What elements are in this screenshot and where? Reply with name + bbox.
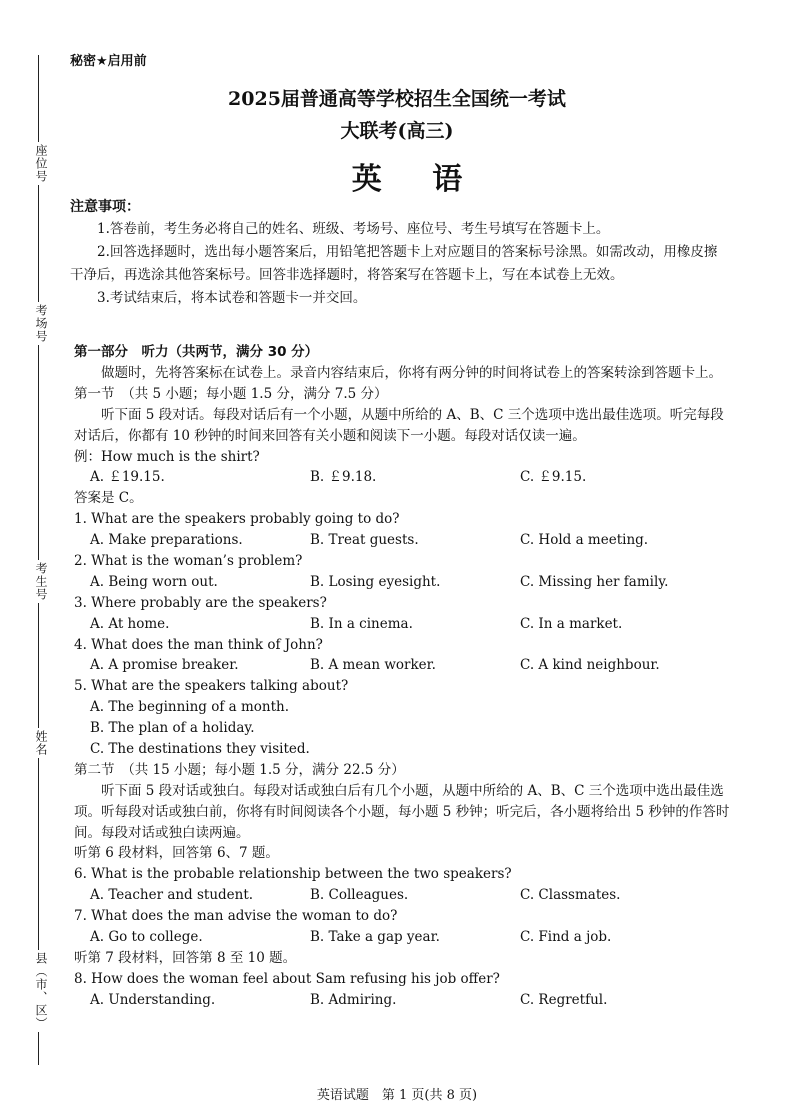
question-8: 8. How does the woman feel about Sam refusing his job offer? [74, 970, 500, 987]
subject-title: 英 语 [351, 162, 483, 197]
name-label: 姓名 [26, 728, 50, 758]
question-6: 6. What is the probable relationship between the two speakers? [74, 866, 512, 883]
example-answer: 答案是 C。 [74, 490, 143, 507]
option-c: C. The destinations they visited. [90, 740, 310, 757]
page-footer: 英语试题 第 1 页(共 8 页) [316, 1088, 478, 1103]
question-1: 1. What are the speakers probably going to do? [74, 511, 400, 528]
option-b: B. The plan of a holiday. [90, 720, 255, 737]
question-3-options [74, 614, 734, 635]
section2-heading: 第二节 （共 15 小题；每小题 1.5 分，满分 22.5 分） [74, 761, 405, 778]
option-c: C. Missing her family. [520, 573, 669, 590]
option-c: C. Find a job. [520, 929, 612, 946]
option-a: A. At home. [90, 615, 170, 632]
confidential-mark: 秘密★启用前 [70, 54, 147, 69]
candidate-number-label: 考生号 [26, 560, 50, 603]
option-c: C. ￡9.15. [520, 469, 587, 486]
section2-intro: 听下面 5 段对话或独白。每段对话或独白后有几个小题，从题中所给的 A、B、C 三个选项中选出最佳选项。听每段对话或独白前，你将有时间阅读各个小题，每小题 5 秒钟；听完后，各小题将给出 5 秒钟的作答时间。每段对话或独白读两遍。 [74, 782, 730, 841]
option-b: B. Take a gap year. [310, 929, 440, 946]
option-b: B. In a cinema. [310, 615, 413, 632]
notice-item: 3.考试结束后，将本试卷和答题卡一并交回。 [97, 290, 367, 306]
option-b: B. A mean worker. [310, 657, 436, 674]
option-c: C. In a market. [520, 615, 623, 632]
question-4-options [74, 655, 734, 676]
section1-heading: 第一节 （共 5 小题；每小题 1.5 分，满分 7.5 分） [74, 385, 388, 402]
notice-heading: 注意事项： [70, 199, 140, 215]
listening-part [74, 342, 734, 1011]
option-a: A. Understanding. [90, 991, 216, 1008]
exam-subtitle: 大联考(高三) [340, 120, 454, 142]
notice-list [70, 218, 730, 310]
seat-number-label: 座位号 [26, 142, 50, 185]
example-question: 例：How much is the shirt? [74, 448, 260, 465]
question-7-options [74, 927, 734, 948]
option-a: A. Go to college. [90, 929, 203, 946]
question-5: 5. What are the speakers talking about? [74, 678, 349, 695]
section1-intro: 听下面 5 段对话。每段对话后有一个小题，从题中所给的 A、B、C 三个选项中选出最佳选项。听完每段对话后，你都有 10 秒钟的时间来回答有关小题和阅读下一小题。每段对话仅读一遍。 [74, 406, 724, 444]
notice-item: 2.回答选择题时，选出每小题答案后，用铅笔把答题卡上对应题目的答案标号涂黑。如需改动，用橡皮擦干净后，再选涂其他答案标号。回答非选择题时，将答案写在答题卡上，写在本试卷上无效。 [70, 244, 718, 283]
option-a: A. Being worn out. [90, 573, 218, 590]
option-b: B. Admiring. [310, 991, 397, 1008]
question-2: 2. What is the woman’s problem? [74, 552, 303, 569]
option-a: A. ￡19.15. [90, 469, 165, 486]
question-2-options [74, 572, 734, 593]
part-intro: 做题时，先将答案标在试卷上。录音内容结束后，你将有两分钟的时间将试卷上的答案转涂到答题卡上。 [101, 364, 722, 381]
question-4: 4. What does the man think of John? [74, 636, 323, 653]
option-a: A. Make preparations. [90, 532, 243, 549]
option-b: B. ￡9.18. [310, 469, 377, 486]
option-a: A. A promise breaker. [90, 657, 239, 674]
question-7: 7. What does the man advise the woman to do? [74, 908, 398, 925]
question-3: 3. Where probably are the speakers? [74, 594, 327, 611]
material-6-label: 听第 6 段材料，回答第 6、7 题。 [74, 845, 279, 862]
part-heading: 第一部分 听力（共两节，满分 30 分） [74, 344, 319, 360]
question-8-options [74, 990, 734, 1011]
county-label: 县（市、区） [26, 950, 50, 1032]
option-c: C. Regretful. [520, 991, 608, 1008]
example-options [74, 467, 734, 488]
option-c: C. Classmates. [520, 887, 621, 904]
material-7-label: 听第 7 段材料，回答第 8 至 10 题。 [74, 949, 297, 966]
option-c: C. Hold a meeting. [520, 532, 649, 549]
option-b: B. Colleagues. [310, 887, 409, 904]
question-6-options [74, 885, 734, 906]
exam-room-label: 考场号 [26, 302, 50, 345]
question-1-options [74, 530, 734, 551]
option-b: B. Losing eyesight. [310, 573, 441, 590]
notice-item: 1.答卷前，考生务必将自己的姓名、班级、考场号、座位号、考生号填写在答题卡上。 [97, 221, 610, 237]
option-c: C. A kind neighbour. [520, 657, 660, 674]
option-a: A. Teacher and student. [90, 887, 254, 904]
exam-title: 2025届普通高等学校招生全国统一考试 [228, 88, 566, 110]
option-b: B. Treat guests. [310, 532, 419, 549]
option-a: A. The beginning of a month. [90, 699, 290, 716]
